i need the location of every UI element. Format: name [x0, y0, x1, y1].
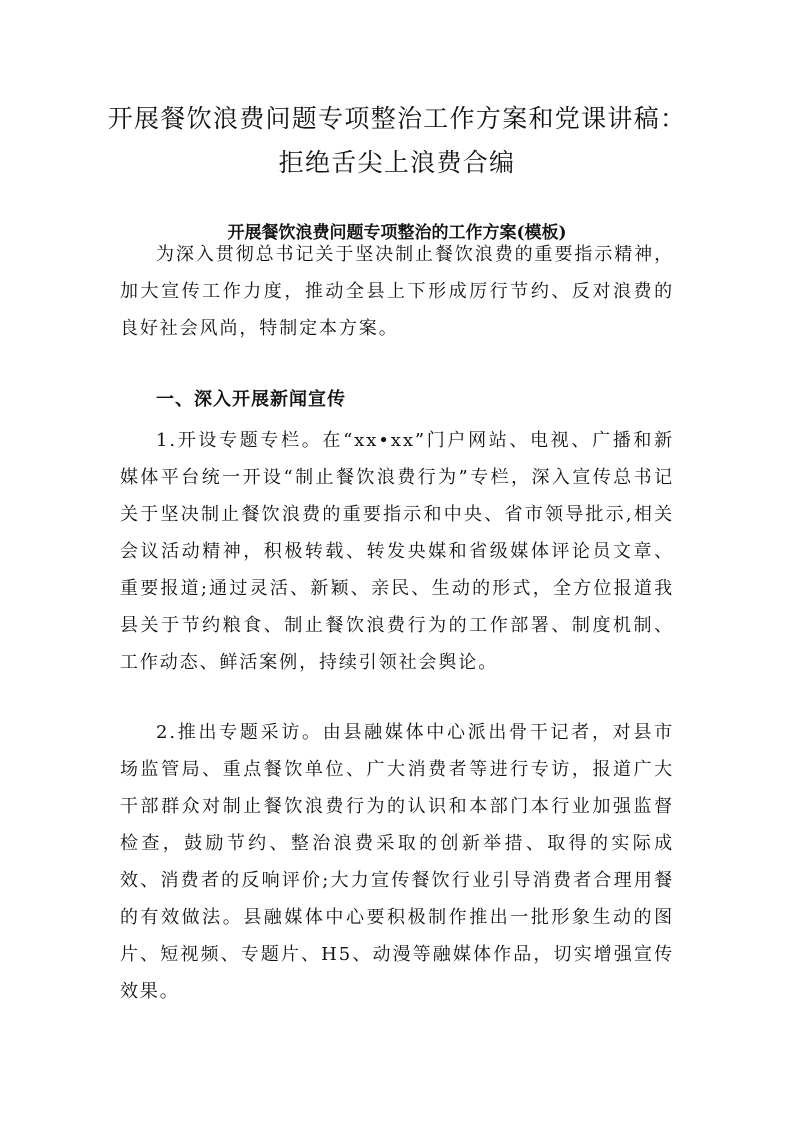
item-1-paragraph: 1.开设专题专栏。在“xx•xx”门户网站、电视、广播和新媒体平台统一开设“制止餐饮浪费行为”专栏，深入宣传总书记关于坚决制止餐饮浪费的重要指示和中央、省市领导批示,相关会议活动精神，积极转载、转发央媒和省级媒体评论员文章、重要报道;通过灵活、新颖、亲民、生动的形式，全方位报道我县关于节约粮食、制止餐饮浪费行为的工作部署、制度机制、工作动态、鲜活案例，持续引领社会舆论。 [120, 430, 674, 673]
document-title: 开展餐饮浪费问题专项整治工作方案和党课讲稿：拒绝舌尖上浪费合编 [107, 104, 687, 177]
intro-paragraph: 为深入贯彻总书记关于坚决制止餐饮浪费的重要指示精神，加大宣传工作力度，推动全县上下形成厉行节约、反对浪费的良好社会风尚，特制定本方案。 [120, 244, 674, 339]
heading-1: 一、深入开展新闻宣传 [156, 389, 346, 410]
item-2-paragraph: 2.推出专题采访。由县融媒体中心派出骨干记者，对县市场监管局、重点餐饮单位、广大消费者等进行专访，报道广大干部群众对制止餐饮浪费行为的认识和本部门本行业加强监督检查，鼓励节约、整治浪费采取的创新举措、取得的实际成效、消费者的反响评价;大力宣传餐饮行业引导消费者合理用餐的有效做法。县融媒体中心要积极制作推出一批形象生动的图片、短视频、专题片、H5、动漫等融媒体作品，切实增强宣传效果。 [120, 722, 674, 1002]
section-title: 开展餐饮浪费问题专项整治的工作方案(模板) [227, 223, 567, 243]
